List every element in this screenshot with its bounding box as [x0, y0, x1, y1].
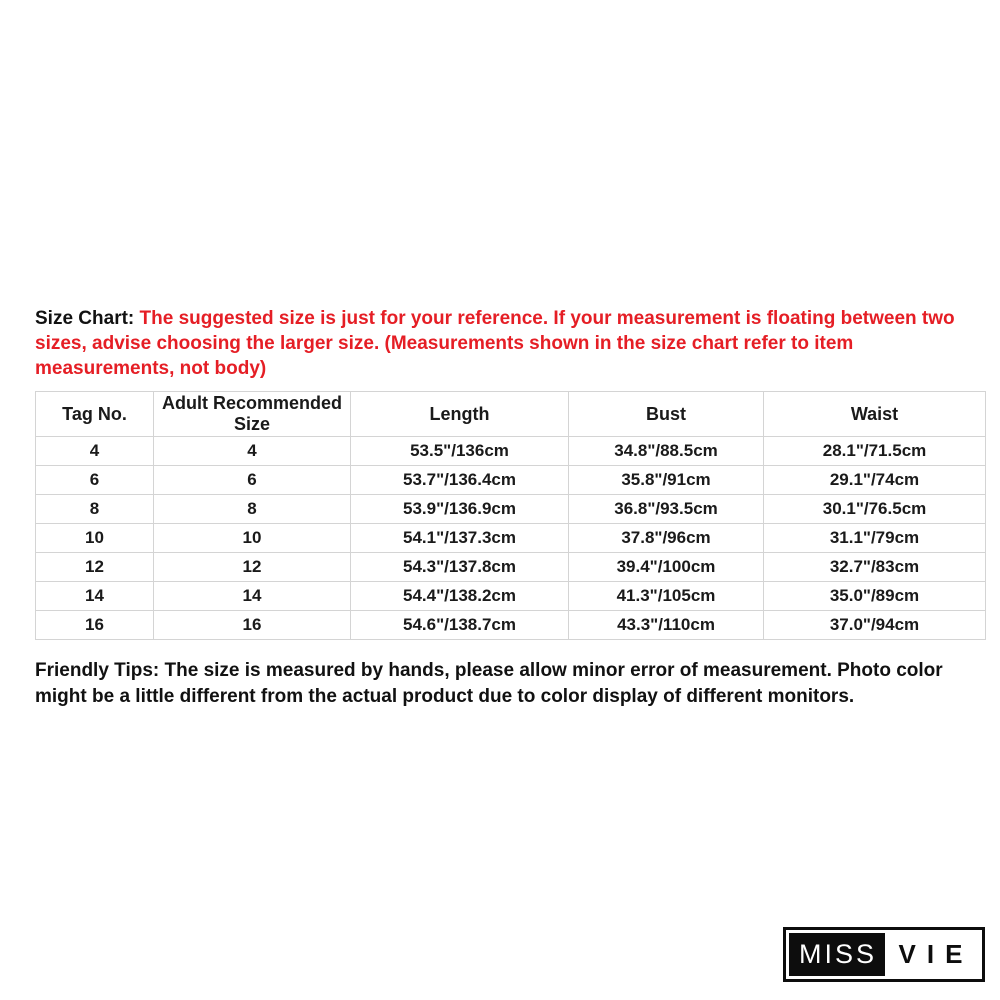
table-row [36, 437, 986, 466]
table-cell: 31.1"/79cm [764, 524, 986, 553]
brand-logo-right-text: VIE [885, 933, 979, 976]
table-row [36, 466, 986, 495]
table-cell: 54.4"/138.2cm [351, 582, 569, 611]
table-cell: 53.5"/136cm [351, 437, 569, 466]
size-chart-notice [35, 306, 985, 381]
brand-logo-left-text: MISS [789, 933, 885, 976]
table-row [36, 524, 986, 553]
table-cell: 12 [154, 553, 351, 582]
table-cell: 8 [154, 495, 351, 524]
header-cell-tag-no: Tag No. [36, 392, 154, 437]
table-cell: 12 [36, 553, 154, 582]
table-cell: 35.8"/91cm [569, 466, 764, 495]
table-cell: 16 [154, 611, 351, 640]
table-cell: 4 [36, 437, 154, 466]
table-row [36, 582, 986, 611]
table-cell: 10 [36, 524, 154, 553]
table-cell: 34.8"/88.5cm [569, 437, 764, 466]
table-cell: 36.8"/93.5cm [569, 495, 764, 524]
table-cell: 10 [154, 524, 351, 553]
size-chart-table [35, 391, 986, 640]
table-cell: 8 [36, 495, 154, 524]
header-cell-adult-size: Adult Recommended Size [154, 392, 351, 437]
table-cell: 37.0"/94cm [764, 611, 986, 640]
size-chart-content [35, 306, 985, 710]
friendly-tips [35, 658, 985, 710]
table-cell: 53.9"/136.9cm [351, 495, 569, 524]
table-cell: 4 [154, 437, 351, 466]
table-cell: 54.1"/137.3cm [351, 524, 569, 553]
header-cell-length: Length [351, 392, 569, 437]
table-row [36, 495, 986, 524]
table-row [36, 553, 986, 582]
size-chart-notice-label: Size Chart: [35, 308, 135, 329]
table-cell: 29.1"/74cm [764, 466, 986, 495]
header-cell-waist: Waist [764, 392, 986, 437]
table-cell: 6 [154, 466, 351, 495]
table-header-row [36, 392, 986, 437]
friendly-tips-label: Friendly Tips: [35, 660, 160, 681]
table-row [36, 611, 986, 640]
header-cell-bust: Bust [569, 392, 764, 437]
table-cell: 32.7"/83cm [764, 553, 986, 582]
table-cell: 54.6"/138.7cm [351, 611, 569, 640]
table-cell: 37.8"/96cm [569, 524, 764, 553]
table-cell: 41.3"/105cm [569, 582, 764, 611]
table-cell: 39.4"/100cm [569, 553, 764, 582]
table-cell: 30.1"/76.5cm [764, 495, 986, 524]
table-cell: 43.3"/110cm [569, 611, 764, 640]
table-cell: 54.3"/137.8cm [351, 553, 569, 582]
table-cell: 6 [36, 466, 154, 495]
table-cell: 14 [36, 582, 154, 611]
size-chart-notice-text: The suggested size is just for your reference. If your measurement is floating between two sizes, advise choosing the larger size. (Measurements shown in the size chart refer to item measurements, not body) [35, 308, 955, 379]
table-cell: 16 [36, 611, 154, 640]
table-cell: 53.7"/136.4cm [351, 466, 569, 495]
table-cell: 35.0"/89cm [764, 582, 986, 611]
brand-logo [783, 927, 985, 982]
friendly-tips-text: The size is measured by hands, please allow minor error of measurement. Photo color might be a little different from the actual product due to color display of different monitors. [35, 660, 943, 707]
table-cell: 28.1"/71.5cm [764, 437, 986, 466]
table-cell: 14 [154, 582, 351, 611]
